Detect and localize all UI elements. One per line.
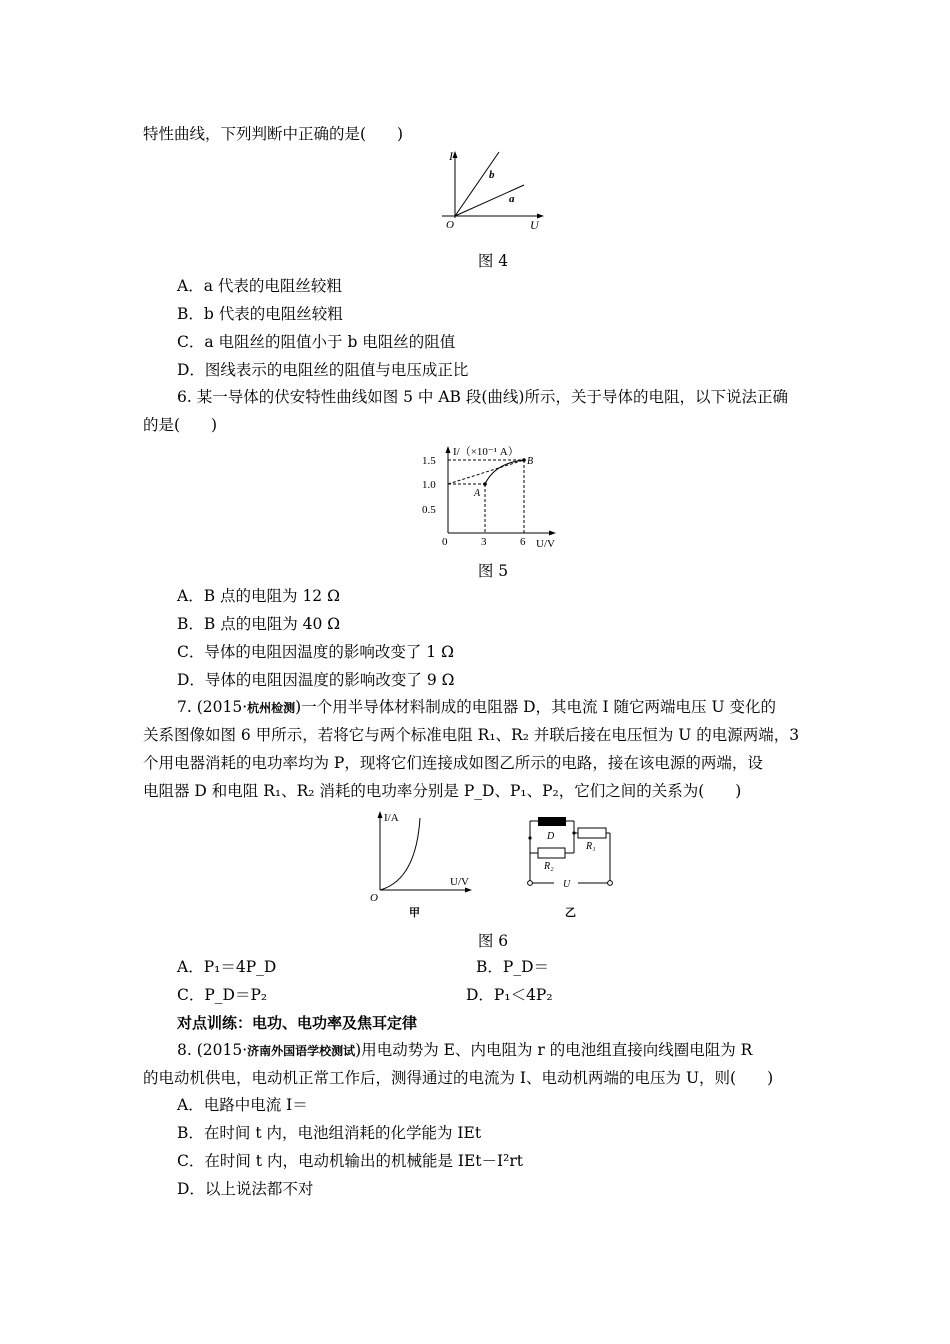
fig6-origin: O	[370, 892, 378, 904]
q5-option-b: B．b 代表的电阻丝较粗	[177, 305, 343, 323]
q8-option-c: C．在时间 t 内，电动机输出的机械能是 IEt－I²rt	[177, 1152, 524, 1170]
q6-option-d: D．导体的电阻因温度的影响改变了 9 Ω	[177, 671, 455, 689]
figure-4-caption: 图 4	[477, 252, 509, 270]
q5-stem-tail: 特性曲线，下列判断中正确的是( )	[143, 125, 404, 143]
fig5-label-b: B	[527, 456, 534, 467]
fig5-y-label: I/（×10⁻¹ A）	[453, 446, 519, 458]
fig5-x-tick-3: 3	[481, 536, 487, 548]
fig5-y-tick-3: 0.5	[422, 504, 436, 516]
fig5-y-tick-2: 1.0	[422, 479, 436, 491]
fig4-label-b: b	[489, 169, 495, 181]
q8-stem-rest: )用电动势为 E、内电阻为 r 的电池组直接向线圈电阻为 R	[355, 1041, 753, 1059]
figure-5-caption: 图 5	[477, 562, 509, 580]
q7-stem-line2: 关系图像如图 6 甲所示，若将它与两个标准电阻 R₁、R₂ 并联后接在电压恒为 U 的电源两端，3	[143, 726, 800, 744]
q8-option-b: B．在时间 t 内，电池组消耗的化学能为 IEt	[177, 1124, 482, 1142]
q7-option-a: A．P₁＝4P_D	[177, 958, 277, 976]
fig5-curve-ab	[485, 460, 524, 484]
fig5-label-a: A	[474, 488, 481, 499]
fig6-curve	[380, 818, 420, 890]
q6-option-a: A．B 点的电阻为 12 Ω	[177, 587, 340, 605]
q7-option-c: C．P_D＝P₂	[177, 986, 268, 1004]
fig6-u-label: U	[563, 879, 571, 890]
q7-stem-line1	[177, 697, 776, 718]
q7-stem-prefix: 7. (2015·	[177, 698, 248, 716]
q8-stem-line2: 的电动机供电，电动机正常工作后，测得通过的电流为 I、电动机两端的电压为 U，则( )	[143, 1069, 774, 1087]
fig6-x-label: U/V	[450, 876, 469, 888]
q8-option-a: A．电路中电流 I＝	[177, 1096, 308, 1114]
q6-stem-line2: 的是( )	[143, 416, 218, 434]
q8-stem-line1	[177, 1040, 752, 1061]
fig6-d-component	[538, 817, 566, 826]
q8-source: 济南外国语学校测试	[247, 1044, 356, 1058]
fig5-x-label: U/V	[536, 538, 555, 550]
figure-4	[432, 148, 552, 238]
q6-stem-line1: 6. 某一导体的伏安特性曲线如图 5 中 AB 段(曲线)所示，关于导体的电阻，以下说法正确	[177, 388, 788, 406]
fig4-label-a: a	[509, 193, 515, 205]
fig6-r2-resistor	[538, 848, 565, 858]
figure-6-left	[366, 808, 476, 920]
q6-option-b: B．B 点的电阻为 40 Ω	[177, 615, 341, 633]
fig4-x-label: U	[530, 218, 539, 232]
q7-source: 杭州检测	[247, 701, 296, 715]
figure-6-right	[520, 810, 620, 920]
fig6-label-yi: 乙	[565, 907, 576, 919]
fig6-r2-label: R₂	[544, 861, 554, 872]
q7-stem-line3: 个用电器消耗的电功率均为 P，现将它们连接成如图乙所示的电路，接在该电源的两端，设	[143, 754, 763, 772]
fig6-r1-label: R₁	[586, 841, 596, 852]
fig5-x-tick-6: 6	[520, 536, 526, 548]
q6-option-c: C．导体的电阻因温度的影响改变了 1 Ω	[177, 643, 454, 661]
q7-stem-rest: )一个用半导体材料制成的电阻器 D，其电流 I 随它两端电压 U 变化的	[295, 698, 776, 716]
fig5-point-b	[522, 458, 526, 462]
fig5-x-tick-0: 0	[442, 536, 448, 548]
figure-6-caption: 图 6	[477, 932, 509, 950]
fig4-y-label: I	[449, 149, 453, 163]
q7-option-d: D．P₁＜4P₂	[466, 986, 553, 1004]
fig6-r1-resistor	[578, 828, 606, 838]
fig4-origin: O	[446, 219, 454, 231]
fig6-y-label: I/A	[384, 812, 399, 824]
fig5-y-tick-1: 1.5	[422, 455, 436, 467]
q7-option-b: B．P_D＝	[476, 958, 549, 976]
q5-option-d: D．图线表示的电阻丝的阻值与电压成正比	[177, 361, 469, 379]
fig6-d-label: D	[547, 831, 555, 842]
q8-stem-prefix: 8. (2015·	[177, 1041, 248, 1059]
q5-option-c: C．a 电阻丝的阻值小于 b 电阻丝的阻值	[177, 333, 456, 351]
q8-option-d: D．以上说法都不对	[177, 1180, 314, 1198]
q7-stem-line4: 电阻器 D 和电阻 R₁、R₂ 消耗的电功率分别是 P_D、P₁、P₂，它们之间的关系为( )	[143, 782, 742, 800]
fig5-point-a	[483, 482, 487, 486]
figure-5	[420, 443, 570, 553]
section-title: 对点训练：电功、电功率及焦耳定律	[177, 1014, 418, 1032]
fig6-label-jia: 甲	[409, 907, 420, 919]
q5-option-a: A．a 代表的电阻丝较粗	[177, 277, 342, 295]
